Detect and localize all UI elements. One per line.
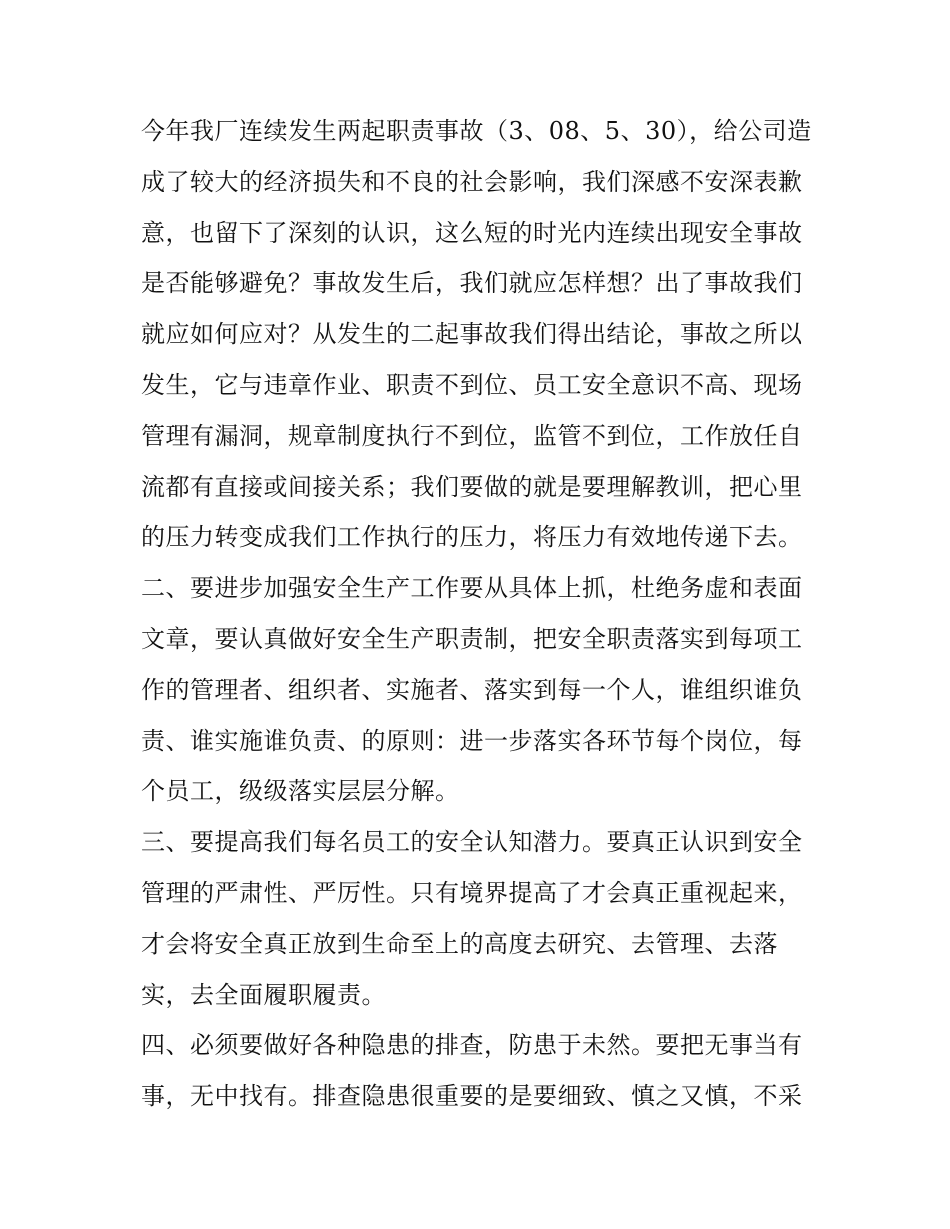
text-line: 事，无中找有。排查隐患很重要的是要细致、慎之又慎，不采: [141, 1082, 803, 1111]
text-line: 才会将安全真正放到生命至上的高度去研究、去管理、去落: [141, 929, 778, 958]
text-line: 实，去全面履职履责。: [141, 980, 386, 1009]
text-line: 是否能够避免？事故发生后，我们就应怎样想？出了事故我们: [141, 269, 803, 298]
text-line: 三、要提高我们每名员工的安全认知潜力。要真正认识到安全: [141, 828, 803, 857]
text-line: 流都有直接或间接关系；我们要做的就是要理解教训，把心里: [141, 472, 803, 501]
text-line: 管理有漏洞，规章制度执行不到位，监管不到位，工作放任自: [141, 421, 803, 450]
text-line: 就应如何应对？从发生的二起事故我们得出结论，事故之所以: [141, 320, 803, 349]
text-line: 四、必须要做好各种隐患的排查，防患于未然。要把无事当有: [141, 1031, 803, 1060]
text-line: 成了较大的经济损失和不良的社会影响，我们深感不安深表歉: [141, 167, 803, 196]
text-line: 发生，它与违章作业、职责不到位、员工安全意识不高、现场: [141, 370, 803, 399]
text-line: 责、谁实施谁负责、的原则：进一步落实各环节每个岗位，每: [141, 726, 803, 755]
text-line: 作的管理者、组织者、实施者、落实到每一个人，谁组织谁负: [141, 675, 803, 704]
document-body: [141, 106, 816, 1122]
text-line: 的压力转变成我们工作执行的压力，将压力有效地传递下去。: [141, 523, 803, 552]
text-line: 管理的严肃性、严厉性。只有境界提高了才会真正重视起来，: [141, 878, 803, 907]
text-line: 文章，要认真做好安全生产职责制，把安全职责落实到每项工: [141, 624, 803, 653]
text-line: 今年我厂连续发生两起职责事故（3、08、5、30），给公司造: [141, 117, 812, 145]
text-line: 二、要进步加强安全生产工作要从具体上抓，杜绝务虚和表面: [141, 574, 803, 603]
text-line: 个员工，级级落实层层分解。: [141, 777, 460, 806]
text-line: 意，也留下了深刻的认识，这么短的时光内连续出现安全事故: [141, 218, 803, 247]
